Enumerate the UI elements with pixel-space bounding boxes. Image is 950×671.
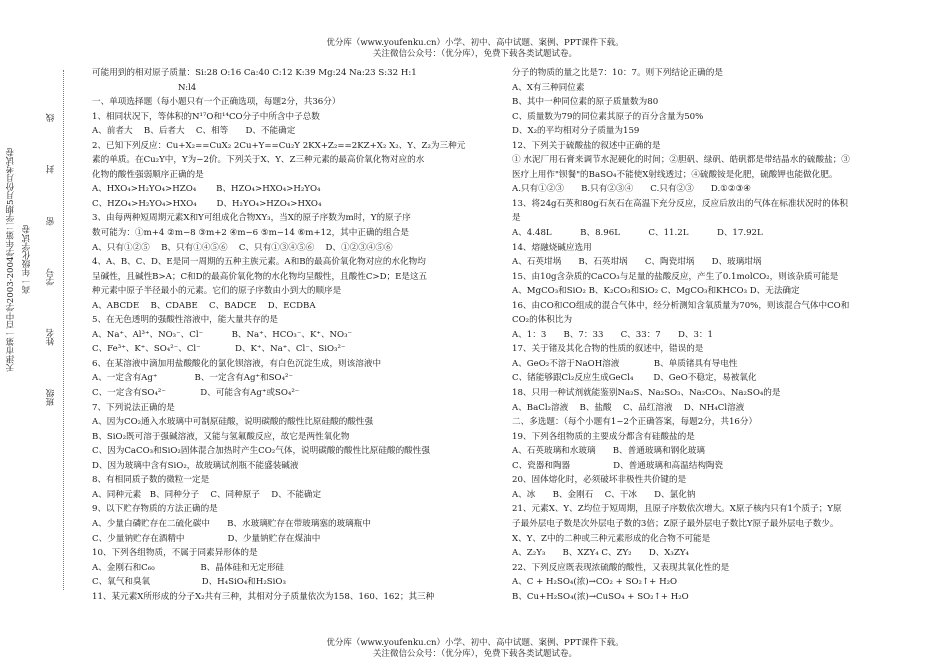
question-text-line: C、瓷器和陶器 D、普通玻璃和高温结构陶瓷 (512, 460, 724, 471)
question-text-line: 是 (512, 213, 521, 224)
question-text-line: C、Fe³⁺、K⁺、SO₄²⁻、Cl⁻ D、K⁺、Na⁺、Cl⁻、SiO₃²⁻ (92, 344, 346, 355)
question-text-line: 4、A、B、C、D、E是同一周期的五种主族元素。A和B的最高价氧化物对应的水化物均 (92, 257, 426, 268)
question-text-line: 10、下列各组物质，不属于同素异形体的是 (92, 548, 258, 559)
question-text-line: 18、只用一种试剂就能鉴别Na₂S、Na₂SO₃、Na₂CO₃、Na₂SO₄的是 (512, 388, 781, 399)
question-text-line: A、石英玻璃和水玻璃 B、普通玻璃和钢化玻璃 (512, 446, 705, 457)
right-column (512, 66, 910, 604)
question-text-line: B、Cu+H₂SO₄(浓)→CuSO₄ + SO₂↑+ H₂O (512, 591, 689, 602)
student-info-seal-line: 班级 姓名 学号 密 封 线 (46, 113, 56, 407)
question-text-line: 15、由10g含杂质的CaCO₃与足量的盐酸反应，产生了0.1molCO₂，则该杂质可能是 (512, 271, 839, 282)
question-text-line: C、质量数为79的同位素其原子的百分含量为50% (512, 111, 704, 122)
question-text-line: A、一定含有Ag⁺ B、一定含有Ag⁺和SO₄²⁻ (92, 373, 294, 384)
question-text-line: ① 水泥厂用石膏来调节水泥硬化的时间；②胆矾、绿矾、皓矾都是带结晶水的硫酸盐；③ (512, 155, 850, 166)
question-text-line: A、Z₂Y₃ B、XZY₄ C、ZY₂ D、X₃ZY₄ (512, 548, 689, 559)
question-text-line: A、GeO₂不溶于NaOH溶液 B、单质锗具有导电性 (512, 358, 738, 369)
question-text-line: 5、在无色透明的强酸性溶液中，能大量共存的是 (92, 315, 278, 326)
question-text-line: 2、已知下列反应：Cu+X₂==CuX₂ 2Cu+Y==Cu₂Y 2KX+Z₂==2KZ+X₂ X₂、Y、Z₂为三种元 (92, 140, 466, 151)
footer-line-1: 优分库（www.youfenku.cn）小学、初中、高中试题、案例、PPT课件下载。 (326, 638, 624, 648)
question-text-line: 7、下列说法正确的是 (92, 402, 175, 413)
question-text-line: 13、将24g石英和80g石灰石在高温下充分反应，反应后放出的气体在标准状况时的体积 (512, 198, 848, 209)
question-text-line: 种元素中原子半径最小的元素。它们的原子序数由小到大的顺序是 (92, 286, 342, 297)
question-text-line: X、Y、Z中的二种或三种元素形成的化合物不可能是 (512, 533, 711, 544)
seal-line-divider (63, 70, 64, 590)
question-text-line: C、氧气和臭氧 D、H₄SiO₄和H₂SiO₃ (92, 577, 286, 588)
question-text-line: 可能用到的相对原子质量：Si:28 O:16 Ca:40 C:12 K:39 Mg:24 Na:23 S:32 H:1 (92, 68, 417, 78)
question-text-line: A、BaCl₂溶液 B、盐酸 C、品红溶液 D、NH₄Cl溶液 (512, 402, 745, 413)
question-text-line: A、前者大 B、后者大 C、相等 D、不能确定 (92, 126, 296, 137)
question-text-line: A、X有三种同位素 (512, 82, 585, 93)
question-text-line: 二、多选题：（每个小题有1~2个正确答案，每题2分，共16分） (512, 417, 758, 428)
question-text-line: C、因为CaCO₃和SiO₂固体混合加热时产生CO₂气体，说明碳酸的酸性比原硅酸的酸性强 (92, 446, 430, 457)
question-text-line: C、锗能够跟Cl₂反应生成GeCl₄ D、GeO不稳定，易被氧化 (512, 373, 757, 384)
question-text-line: 14、熔融烧碱应选用 (512, 242, 592, 253)
question-text-line: 16、由CO和CO组成的混合气体中，经分析测知含氧质量为70%，则该混合气体中CO和 (512, 300, 850, 311)
footer-line-2: 关注微信公众号：（优分库），免费下载各类试题试卷。 (372, 649, 577, 659)
grade-subject-title: 高一年级化学试卷 (22, 225, 32, 295)
question-text-line: A、HXO₄>H₂YO₄>HZO₄ B、HZO₄>HXO₄>H₂YO₄ (92, 184, 321, 195)
page-header (0, 38, 950, 60)
question-text-line: 9、以下贮存物质的方法正确的是 (92, 504, 218, 515)
question-text-line: 子最外层电子数是次外层电子数的3倍；Z原子最外层电子数比Y原子最外层电子数少。 (512, 518, 839, 529)
question-text-line: 分子的物质的量之比是7：10：7。则下列结论正确的是 (512, 68, 723, 78)
question-text-line: 医疗上用作"钡餐"的BaSO₄不能使X射线透过；④硫酸铵是化肥，硫酸钾也能做化肥。 (512, 169, 838, 180)
question-text-line: CO₂的体积比为 (512, 315, 573, 326)
question-text-line: B、其中一种同位素的原子质量数为80 (512, 97, 659, 108)
question-text-line: A、少量白磷贮存在二硫化碳中 B、水玻璃贮存在带玻璃塞的玻璃瓶中 (92, 518, 371, 529)
question-text-line: A、金刚石和C₆₀ B、晶体硅和无定形硅 (92, 562, 285, 573)
header-line-1: 优分库（www.youfenku.cn）小学、初中、高中试题、案例、PPT课件下载。 (326, 38, 624, 48)
header-line-2: 关注微信公众号：（优分库），免费下载各类试题试卷。 (372, 49, 577, 59)
question-text-line: A、C + H₂SO₄(浓)→CO₂ + SO₂↑+ H₂O (512, 577, 678, 588)
question-text-line: A、冰 B、金刚石 C、干冰 D、氯化钠 (512, 489, 696, 500)
question-text-line: 11、某元素X所形成的分子X₂共有三种，其相对分子质量依次为158、160、162；其三种 (92, 591, 435, 602)
question-text-line: A、4.48L B、8.96L C、11.2L D、17.92L (512, 228, 763, 239)
question-text-line: 数可能为：①m+4 ②m−8 ③m+2 ④m−6 ⑤m−14 ⑥m+12，其中正确的组合是 (92, 228, 409, 239)
question-text-line: C、一定含有SO₄²⁻ D、可能含有Ag⁺或SO₄²⁻ (92, 388, 300, 399)
question-text-line: 6、在某溶液中滴加用盐酸酸化的氯化钡溶液，有白色沉淀生成，则该溶液中 (92, 358, 382, 369)
left-column (92, 66, 494, 604)
question-text-line: C、少量钠贮存在酒精中 D、少量钠贮存在煤油中 (92, 533, 321, 544)
question-text-line: A、同种元素 B、同种分子 C、同种原子 D、不能确定 (92, 489, 322, 500)
question-text-line: A、MgCO₃和SiO₂ B、K₂CO₃和SiO₂ C、MgCO₃和KHCO₃ D、无法确定 (512, 286, 800, 297)
question-text-line: 1、相同状况下，等体积的N¹⁷O和¹⁴CO分子中所含中子总数 (92, 111, 320, 122)
question-text-line: D、因为玻璃中含有SiO₂，故玻璃试剂瓶不能盛装碱液 (92, 460, 299, 471)
question-text-line: 20、固体熔化时，必须破坏非极性共价键的是 (512, 475, 687, 486)
question-text-line: 素的单质。在Cu₂Y中，Y为−2价。下列关于X、Y、Z三种元素的最高价氧化物对应的水 (92, 155, 425, 166)
question-text-line: 12、下列关于硫酸盐的叙述中正确的是 (512, 140, 661, 151)
question-text-line: 21、元素X、Y、Z均位于短周期，且原子序数依次增大。X原子核内只有1个质子；Y原 (512, 504, 842, 515)
question-text-line: 一、单项选择题（每小题只有一个正确选项，每题2分，共36分） (92, 97, 341, 108)
school-exam-title: 天津市第一百中学2003-2004学年第二学期5月份月考试卷 (6, 147, 16, 373)
page-footer (0, 638, 950, 660)
question-text-line: 呈碱性，且碱性B>A；C和D的最高价氧化物的水化物均呈酸性，且酸性C>D；E是这五 (92, 271, 428, 282)
question-text-line: A、ABCDE B、CDABE C、BADCE D、ECDBA (92, 300, 316, 311)
question-text-line: B、SiO₂既可溶于强碱溶液，又能与氢氟酸反应，故它是两性氧化物 (92, 431, 350, 442)
question-text-line: 3、由每两种短周期元素X和Y可组成化合物XY₃，当X的原子序数为m时，Y的原子序 (92, 213, 411, 224)
question-text-line: A、1：3 B、7：33 C、33：7 D、3：1 (512, 329, 713, 340)
question-text-line: N:l4 (92, 82, 197, 93)
question-text-line: 19、下列各组物质的主要成分都含有硅酸盐的是 (512, 431, 695, 442)
question-text-line: 22、下列反应既表现浓硫酸的酸性，又表现其氧化性的是 (512, 562, 730, 573)
question-text-line: C、HZO₄>H₂YO₄>HXO₄ D、H₂YO₄>HZO₄>HXO₄ (92, 198, 322, 209)
question-text-line: D、X₂的平均相对分子质量为159 (512, 126, 640, 137)
question-text-line: A、只有①②⑤ B、只有①④⑤⑥ C、只有①③④⑤⑥ D、①②③④⑤⑥ (92, 242, 393, 253)
question-text-line: A、Na⁺、Al³⁺、NO₃⁻、Cl⁻ B、Na⁺、HCO₃⁻、K⁺、NO₃⁻ (92, 329, 353, 340)
question-text-line: A、因为CO₂通入水玻璃中可制原硅酸，说明碳酸的酸性比原硅酸的酸性强 (92, 417, 374, 428)
question-text-line: 化物的酸性强弱顺序正确的是 (92, 169, 204, 180)
question-text-line: A、石英坩埚 B、石英坩埚 C、陶瓷坩埚 D、玻璃坩埚 (512, 257, 762, 268)
question-text-line: 8、有相同质子数的微粒一定是 (92, 475, 210, 486)
question-text-line: 17、关于锗及其化合物的性质的叙述中，错误的是 (512, 344, 704, 355)
question-text-line: A.只有①②③ B.只有②③④ C.只有②③ D.①②③④ (512, 184, 751, 195)
